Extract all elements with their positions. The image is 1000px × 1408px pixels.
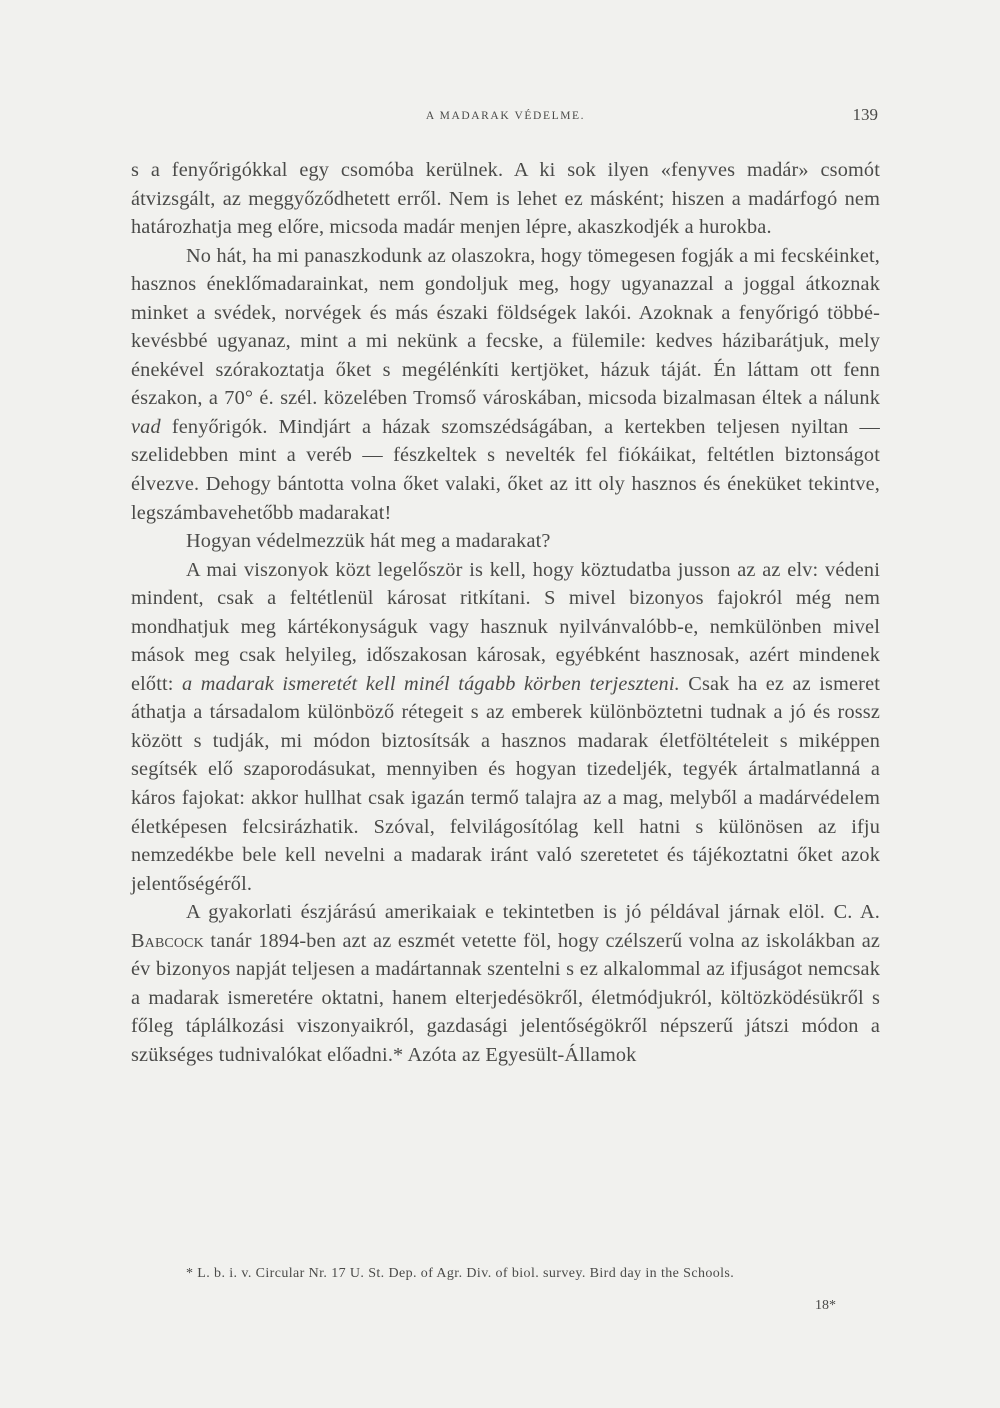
footnote: * L. b. i. v. Circular Nr. 17 U. St. Dep. of Agr. Div. of biol. survey. Bird day in the Schools. xyxy=(186,1266,735,1281)
body-text xyxy=(131,156,880,1070)
paragraph-4: A mai viszonyok közt legelőször is kell, hogy köztudatba jusson az az elv: védeni mindent, csak a feltétlenül károsat ritkítani. S mivel bizonyos fajokról még nem mondhatjuk meg kártékonyságuk vagy hasznuk nyilvánvalóbb-e, nemkülönben mivel mások meg csak helyileg, időszakosan károsak, egyébként hasznosak, azért mindenek előtt: a madarak ismeretét kell minél tágabb körben terjeszteni. Csak ha ez az ismeret áthatja a társadalom különböző rétegeit s az emberek különböztetni tudnak a jó és rossz között s tudják, mi módon biztosítsák a hasznos madarak életföltételeit s miképpen segítsék elő szaporodásukat, mennyiben és hogyan tizedeljék, tegyék ártalmatlanná a káros fajokat: akkor hullhat csak igazán termő talajra az a mag, melyből a madárvédelem életképesen felcsirázhatik. Szóval, felvilágosítólag kell hatni s különösen az ifju nemzedékbe bele kell nevelni a madarak iránt való szeretetet és tájékoztatni őket azok jelentőségéről. xyxy=(131,558,881,895)
page-number: 139 xyxy=(852,105,878,124)
paragraph-3: Hogyan védelmezzük hát meg a madarakat? xyxy=(186,530,551,553)
paragraph-5: A gyakorlati észjárású amerikaiak e tekintetben is jó példával járnak elöl. C. A. Babcock tanár 1894-ben azt az eszmét vetette föl, hogy czélszerű volna az iskolákban az év bizonyos napját teljesen a madártannak szentelni s ez alkalommal az ifjuságot nemcsak a madarak ismeretére oktatni, hanem elterjedésökről, életmódjukról, költözködésükről s főleg táplálkozási viszonyaikról, gazdasági jelentőségökről népszerű játszi módon a szükséges tudnivalókat előadni.* Azóta az Egyesült-Államok xyxy=(131,901,880,1066)
signature-mark: 18* xyxy=(815,1298,836,1313)
running-head xyxy=(133,105,878,129)
paragraph-2: No hát, ha mi panaszkodunk az olaszokra, hogy tömegesen fogják a mi fecskéinket, hasznos éneklőmadarainkat, nem gondoljuk meg, hogy ugyanazzal a joggal átkoznak minket a svédek, norvégek és más északi földségek lakói. Azoknak a fenyőrigó többé-kevésbbé ugyanaz, mint a mi nekünk a fecske, a fülemile: kedves házibarátjuk, mely énekével szórakoztatja őket s megélénkíti kertjöket, házuk táját. Én láttam ott fenn északon, a 70° é. szél. közelében Tromső városkában, micsoda bizalmasan éltek a nálunk vad fenyőrigók. Mindjárt a házak szomszédságában, a kertekben teljesen nyiltan — szelidebben mint a veréb — fészkeltek s nevelték fel fiókáikat, feltétlen biztonságot élvezve. Dehogy bántotta volna őket valaki, őket az itt oly hasznos és éneküket tekintve, legszámbavehetőbb madarakat! xyxy=(131,244,880,524)
paragraph-1: s a fenyőrigókkal egy csomóba kerülnek. A ki sok ilyen «fenyves madár» csomót átvizsgált, az meggyőződhetett erről. Nem is lehet ez másként; hiszen a madárfogó nem határozhatja meg előre, micsoda madár menjen lépre, akaszkodjék a hurokba. xyxy=(131,159,880,239)
running-title: A MADARAK VÉDELME. xyxy=(425,110,586,122)
